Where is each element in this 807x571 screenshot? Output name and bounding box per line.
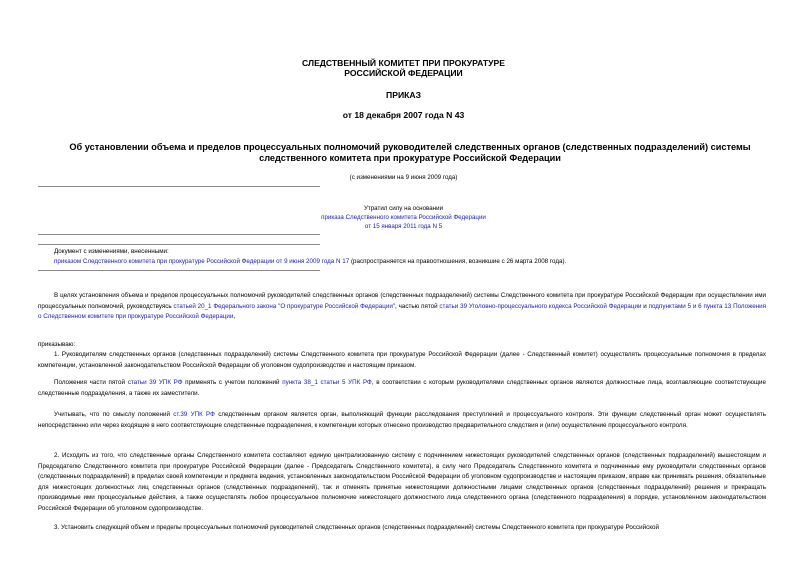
status-line1: Утратил силу на основании bbox=[363, 205, 444, 212]
doc-type: ПРИКАЗ bbox=[386, 90, 421, 100]
upk-5-link[interactable]: пункта 38_1 статьи 5 УПК РФ bbox=[282, 379, 372, 386]
divider bbox=[38, 244, 320, 245]
doc-title: Об установлении объема и пределов процессуальных полномочий руководителей следственных органов (следственных подразделений) системы следственного комитета при прокуратуре Российской Федерации bbox=[69, 142, 751, 163]
law-article-link[interactable]: статьей 20_1 Федерального закона "О прокуратуре Российской Федерации" bbox=[173, 302, 396, 310]
changes-line bbox=[54, 258, 566, 266]
paragraph-3: 3. Установить следующий объем и пределы процессуальных полномочий руководителей следственных органов (следственных подразделений) системы Следственного комитета при прокуратуре Российской bbox=[54, 524, 659, 531]
doc-date: от 18 декабря 2007 года N 43 bbox=[342, 110, 465, 120]
amending-order-link[interactable]: приказом Следственного комитета при прокуратуре Российской Федерации от 9 июня 2009 года N 17 bbox=[54, 258, 350, 265]
divider bbox=[38, 234, 320, 235]
amendment-note: (с изменениями на 9 июня 2009 года) bbox=[349, 174, 458, 181]
org-name-line2: РОССИЙСКОЙ ФЕДЕРАЦИИ bbox=[344, 68, 463, 78]
changes-label: Документ с изменениями, внесенными: bbox=[54, 248, 169, 255]
changes-suffix: (распространяется на правоотношения, возникшие с 26 марта 2008 года). bbox=[349, 258, 567, 265]
paragraph-1: 1. Руководителям следственных органов (следственных подразделений) системы Следственного комитета при прокуратуре Российской Федерации (далее - Следственный комитет) осуществлять процессуальные полномочия в пределах компетенции, установленной законодательством Российской Федерации об уголовном судопроизводстве и настоящим приказом. bbox=[38, 351, 766, 369]
regulation-link[interactable]: подпунктами 5 и 6 пункта 13 Положения о Следственном комитете при прокуратуре Российской Федерации bbox=[38, 302, 767, 321]
repeal-order-link[interactable]: приказа Следственного комитета Российской Федерации bbox=[321, 214, 486, 221]
paragraph-1b: Учитывать, что по смыслу положений ст.39 УПК РФ следственным органом является орган, выполняющий функции расследования преступлений и процессуального контроля. Эти функции следственный орган может осуществлять непосредственно или через входящие в него соответствующие следственные подразделения, к компетенции которых отнесено производство предварительного следствия и (или) осуществление процессуального контроля. bbox=[38, 411, 766, 429]
divider bbox=[38, 270, 320, 271]
org-name-line1: СЛЕДСТВЕННЫЙ КОМИТЕТ ПРИ ПРОКУРАТУРЕ bbox=[302, 58, 505, 68]
upk-article-link[interactable]: статьи 39 Уголовно-процессуального кодекса Российской Федерации bbox=[439, 302, 642, 310]
divider bbox=[38, 186, 320, 187]
repeal-order-date-link[interactable]: от 15 января 2011 года N 5 bbox=[364, 223, 443, 230]
paragraph-2: 2. Исходить из того, что следственные органы Следственного комитета составляют единую централизованную систему с подчинением нижестоящих руководителей следственных органов (следственных подразделений) вышестоящим и Председателю Следственного комитета при прокуратуре Российской Федерации (далее - Председатель Следственного комитета), в силу чего Председатель Следственного комитета и подчиненные ему руководители следственных органов (следственных подразделений) в пределах своей компетенции и предмета ведения, установленных законодательством Российской Федерации об уголовном судопроизводстве и настоящим приказом, вправе как принимать решения, обязательные для нижестоящих должностных лиц следственных органов (следственных подразделений), так и отменять принятые нижестоящими должностными лицами следственных органов (следственных подразделений) решения и прекращать производимые ими процессуальные действия, а также осуществлять любое процессуальное полномочие нижестоящего должностного лица следственного органа (следственного подразделения) в порядке, установленном законодательством Российской Федерации об уголовном судопроизводстве. bbox=[38, 452, 766, 512]
preamble-paragraph: В целях установления объема и пределов процессуальных полномочий руководителей следственных органов (следственных подразделений) системы Следственного комитета при прокуратуре Российской Федерации при осуществлении ими процессуальных полномочий, руководствуясь статьей 20_1 Федерального закона "О прокуратуре Российской Федерации", частью пятой статьи 39 Уголовно-процессуального кодекса Российской Федерации и подпунктами 5 и 6 пункта 13 Положения о Следственном комитете при прокуратуре Российской Федерации, bbox=[38, 292, 767, 321]
order-word: приказываю: bbox=[38, 341, 76, 348]
paragraph-1a: Положения части пятой статьи 39 УПК РФ применять с учетом положений пункта 38_1 статьи 5 УПК РФ, в соответствии с которым руководителями следственных органов являются должностные лица, возглавляющие соответствующие следственные подразделения, а также их заместители. bbox=[38, 379, 767, 397]
upk-39-link-2[interactable]: ст.39 УПК РФ bbox=[173, 411, 215, 418]
upk-39-link[interactable]: статьи 39 УПК РФ bbox=[127, 379, 183, 386]
